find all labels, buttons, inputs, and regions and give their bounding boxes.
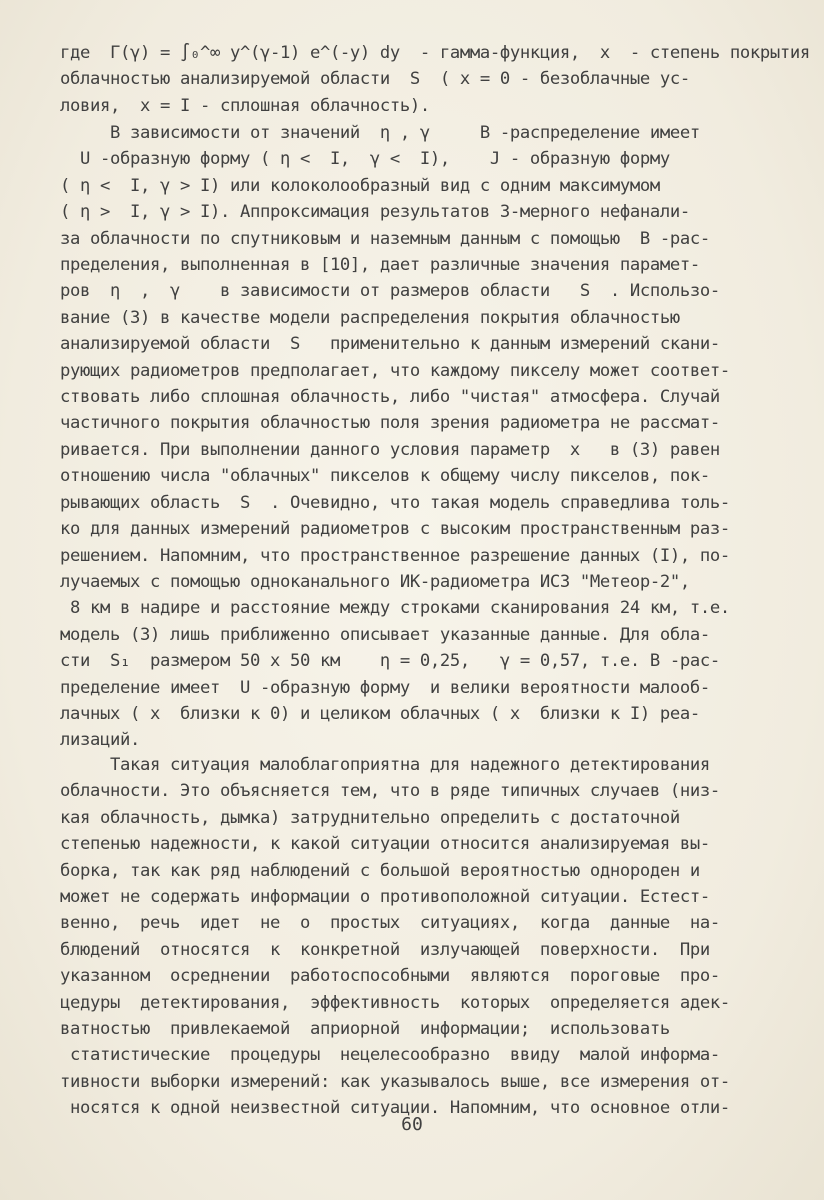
text-line: модель (3) лишь приближенно описывает указанные данные. Для обла- [60,624,710,645]
text-line: решением. Напомним, что пространственное разрешение данных (I), по- [60,545,730,566]
text-line: венно, речь идет не о простых ситуациях, когда данные на- [60,913,720,934]
text-line: облачностью анализируемой области S ( x = 0 - безоблачные ус- [60,69,690,90]
text-line: за облачности по спутниковым и наземным данным с помощью B -рас- [60,228,710,249]
text-line: лачных ( x близки к 0) и целиком облачных ( x близки к I) реа- [60,703,700,724]
text-line: ватностью привлекаемой априорной информации; использовать [60,1019,670,1040]
text-line: пределение имеет U -образную форму и велики вероятности малооб- [60,677,710,698]
text-line: рующих радиометров предполагает, что каждому пикселу может соответ- [60,360,730,381]
text-line: U -образную форму ( η < I, γ < I), J - образную форму [60,149,670,170]
text-line: лучаемых с помощью одноканального ИК-радиометра ИСЗ "Метеор-2", [60,571,690,592]
text-line: может не содержать информации о противоположной ситуации. Естест- [60,887,710,908]
text-line: ( η < I, γ > I) или колоколообразный вид с одним максимумом [60,175,660,196]
text-line: облачности. Это объясняется тем, что в ряде типичных случаев (низ- [60,781,720,802]
text-line: носятся к одной неизвестной ситуации. Напомним, что основное отли- [60,1098,730,1119]
text-line: 8 км в надире и расстояние между строками сканирования 24 км, т.е. [60,598,730,619]
text-line: ( η > I, γ > I). Аппроксимация результатов 3-мерного нефанали- [60,202,690,223]
paragraph-distribution [60,120,780,754]
text-line: Такая ситуация малоблагоприятна для надежного детектирования [60,755,710,775]
text-line: ко для данных измерений радиометров с высоким пространственным раз- [60,519,730,540]
text-line: сти S₁ размером 50 х 50 км η = 0,25, γ = 0,57, т.е. B -рас- [60,651,720,672]
text-line: тивности выборки измерений: как указывалось выше, все измерения от- [60,1071,730,1092]
text-line: частичного покрытия облачностью поля зрения радиометра не рассмат- [60,413,720,434]
text-line: вание (3) в качестве модели распределения покрытия облачностью [60,307,680,328]
text-line: степенью надежности, к какой ситуации относится анализируемая вы- [60,834,710,855]
text-line: статистические процедуры нецелесообразно ввиду малой информа- [60,1045,720,1066]
text-line: ров η , γ в зависимости от размеров области S . Использо- [60,281,720,302]
page-number: 60 [401,1114,423,1135]
text-line: кая облачность, дымка) затруднительно определить с достаточной [60,807,680,828]
text-line: цедуры детектирования, эффективность которых определяется адек- [60,992,730,1013]
paragraph-detection [60,752,780,1122]
text-line: анализируемой области S применительно к данным измерений скани- [60,334,720,355]
text-line: блюдений относятся к конкретной излучающей поверхности. При [60,939,710,960]
text-line: пределения, выполненная в [10], дает различные значения парамет- [60,255,700,276]
text-line: ривается. При выполнении данного условия параметр x в (3) равен [60,439,720,460]
text-line: отношению числа "облачных" пикселов к общему числу пикселов, пок- [60,466,710,487]
text-line: указанном осреднении работоспособными являются пороговые про- [60,966,720,987]
paragraph-intro [60,40,810,119]
text-line: В зависимости от значений η , γ B -распределение имеет [60,123,700,143]
text-line: лизаций. [60,730,140,751]
text-line: рывающих область S . Очевидно, что такая модель справедлива толь- [60,492,730,513]
text-line: где Γ(γ) = ∫₀^∞ y^(γ-1) e^(-y) dy - гамма-функция, x - степень покрытия [60,43,810,63]
text-line: борка, так как ряд наблюдений с большой вероятностью однороден и [60,860,700,881]
text-line: ловия, x = I - сплошная облачность). [60,95,430,116]
text-line: ствовать либо сплошная облачность, либо "чистая" атмосфера. Случай [60,387,720,408]
